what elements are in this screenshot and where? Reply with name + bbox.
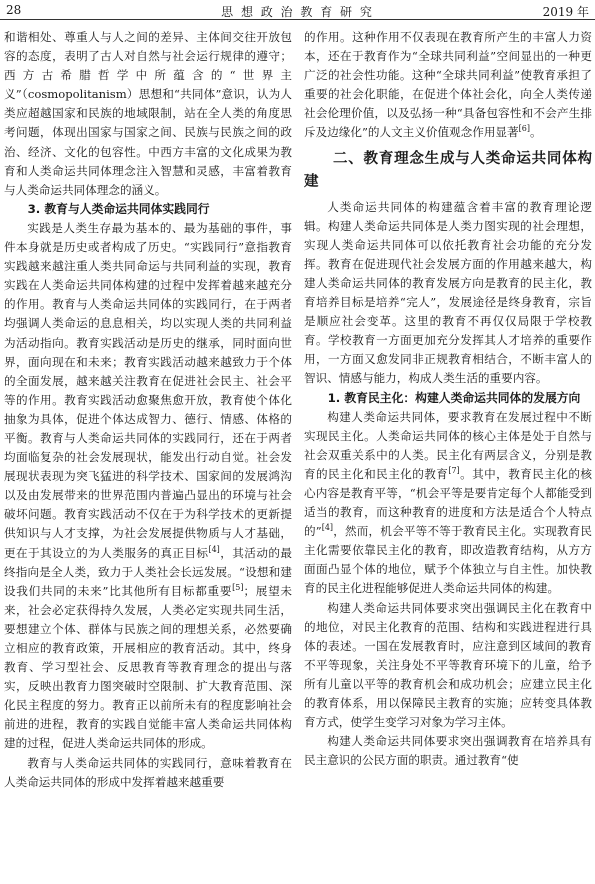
section-heading: 二、教育理念生成与人类命运共同体构建: [304, 150, 592, 190]
paragraph-text: ，其活动的最终指向是全人类，致力于人类社会长远发展。“设想和建设我们共同的未来”比其他所有目标都重要: [4, 545, 292, 598]
paragraph-citizenship: 构建人类命运共同体要求突出强调教育在培养具有民主意识的公民方面的职责。通过教育“使: [304, 734, 592, 768]
citation-ref: [6]: [518, 124, 530, 134]
publication-year: 2019 年: [542, 5, 589, 19]
paragraph-text: 的作用。这种作用不仅表现在教育所产生的丰富人力资本，还在于教育作为“全球共同利益”空间显出的一种更广泛的社会性功能。这种“全球共同利益”使教育承担了重要的社会化职能，在促进个体社会化，向全人类传递社会伦理价值，以及弘扬一种“具备包容性和不会产生排斥及边缘化”的人文主义价值观念作用显著: [304, 30, 592, 140]
paragraph-text: ；展望未来，社会必定获得持久发展，人类必定实现共同生活，要想建立个体、群体与民族之间的理想关系，必然要确立相应的教育政策，开展相应的教育活动。其中，终身教育、学习型社会、反思教育等教育理念的提出与落实，反映出教育力图突破时空限制、扩大教育范围、深化民主程度的努力。教育正以前所未有的程度影响社会前进的进程，教育的实践自觉能丰富人类命运共同体构建的过程，促进人类命运共同体的形成。: [4, 583, 292, 751]
paragraph-role-continued: [304, 28, 592, 143]
paragraph-text: 实践是人类生存最为基本的、最为基础的事件，事件本身就是历史或者构成了历史。“实践同行”意指教育实践越来越注重人类共同命运与共同利益的实现，教育实践在人类命运共同体构建的过程中发挥着越来越充分的作用。教育与人类命运共同体的实践同行，在于两者均强调人类命运的息息相关，均以实现人类的共同利益为活动指向。教育实践活动是历史的继承，同时面向世界，面向现在和未来；教育实践活动越来越致力于个体的全面发展，越来越关注教育在促进社会民主、社会平等的作用。教育实践活动愈聚焦愈开放，教育使个体化抽象为具体，促进个体达成智力、德行、情感、体格的平衡。教育与人类命运共同体的实践同行，还在于两者均面临复杂的社会发展现状，能发出行动自觉。社会发展现状表现为突飞猛进的科学技术、国家间的发展鸿沟以及由发展带来的世界范围内普遍凸显出的环境与社会破坏问题。教育实践活动不仅在于为科学技术的更新提供知识与人才支撑，为社会发展提供物质与人才基础，更在于其设立的为人类服务的真正目标: [4, 220, 292, 560]
right-column: [304, 28, 592, 880]
subsection-heading-democratization: 1. 教育民主化：构建人类命运共同体的发展方向: [327, 390, 581, 405]
paragraph-theory-logic: 人类命运共同体的构建蕴含着丰富的教育理论逻辑。构建人类命运共同体是人类力图实现的社会理想，实现人类命运共同体可以依托教育社会功能的充分发挥。教育在促进现代社会发展方面的作用越来越大，构建人类命运共同体的教育发展方向是教育的民主化，教育培养目标是培养“完人”，发展途径是终身教育，宗旨是顺应社会变革。这里的教育不再仅仅局限于学校教育。学校教育一方面更加充分发挥其人才培养的重要作用，一方面又愈发同非正规教育相结合，不断丰富人的智识、情感与能力，构成人类生活的重要内容。: [304, 199, 592, 386]
paragraph-text: 。其中，教育民主化的核心内容是教育平等，“机会平等是要肯定每个人都能受到适当的教育，而这种教育的进度和方法是适合个人特点的”: [304, 466, 592, 539]
left-column: [4, 28, 292, 880]
citation-ref: [5]: [232, 582, 244, 592]
paragraph-democratic-education: 构建人类命运共同体要求突出强调民主化在教育中的地位，对民主化教育的范围、结构和实践进程进行具体的表述。一国在发展教育时，应注意到区域间的教育不平等现象，关注身处不平等教育环境下的儿童，给予所有儿童以平等的教育机会和成功机会；应建立民主化的教育体系，用以保障民主教育的实施；应转变具体教育方式，使学生变学习对象为学习主体。: [304, 600, 592, 730]
page-header: [0, 0, 595, 20]
paragraph-democratization: [304, 408, 592, 599]
journal-title: 思 想 政 治 教 育 研 究: [221, 5, 374, 19]
paragraph-text: 构建人类命运共同体，要求教育在发展过程中不断实现民主化。人类命运共同体的核心主体是处于自然与社会双重关系中的人类。民主化有两层含义，分别是教育的民主化和民主化的教育: [304, 409, 592, 481]
subsection-heading-practice: 3. 教育与人类命运共同体实践同行: [27, 201, 210, 216]
citation-ref: [4]: [208, 544, 220, 554]
citation-ref: [7]: [448, 466, 460, 476]
paragraph-practice-role: 教育与人类命运共同体的实践同行，意味着教育在人类命运共同体的形成中发挥着越来越重要: [4, 755, 292, 789]
page-number: 28: [6, 3, 22, 17]
paragraph-text: 。: [529, 125, 542, 140]
paragraph-text: ，然而，机会平等不等于教育民主化。实现教育民主化需要依靠民主化的教育，即改造教育结构，从方方面面凸显个体的地位，赋予个体独立与自主性。加快教育的民主化进程能够促进人类命运共同体的构建。: [304, 524, 592, 596]
paragraph-culture-continued: 和谐相处、尊重人与人之间的差异、主体间交往开放包容的态度，表明了古人对自然与社会运行规律的遵守；西方古希腊哲学中所蕴含的“世界主义”（cosmopolitanism）思想和“共同体”意识，认为人类应超越国家和民族的地域限制，站在全人类的角度思考问题，体现出国家与国家之间、民族与民族之间的政治、经济、文化的包容性。中西方丰富的文化成果为教育和人类命运共同体理念注入智慧和灵感，丰富着教育与人类命运共同体理念的涵义。: [4, 30, 292, 197]
paragraph-practice: [4, 219, 292, 754]
citation-ref: [4]: [321, 523, 334, 533]
